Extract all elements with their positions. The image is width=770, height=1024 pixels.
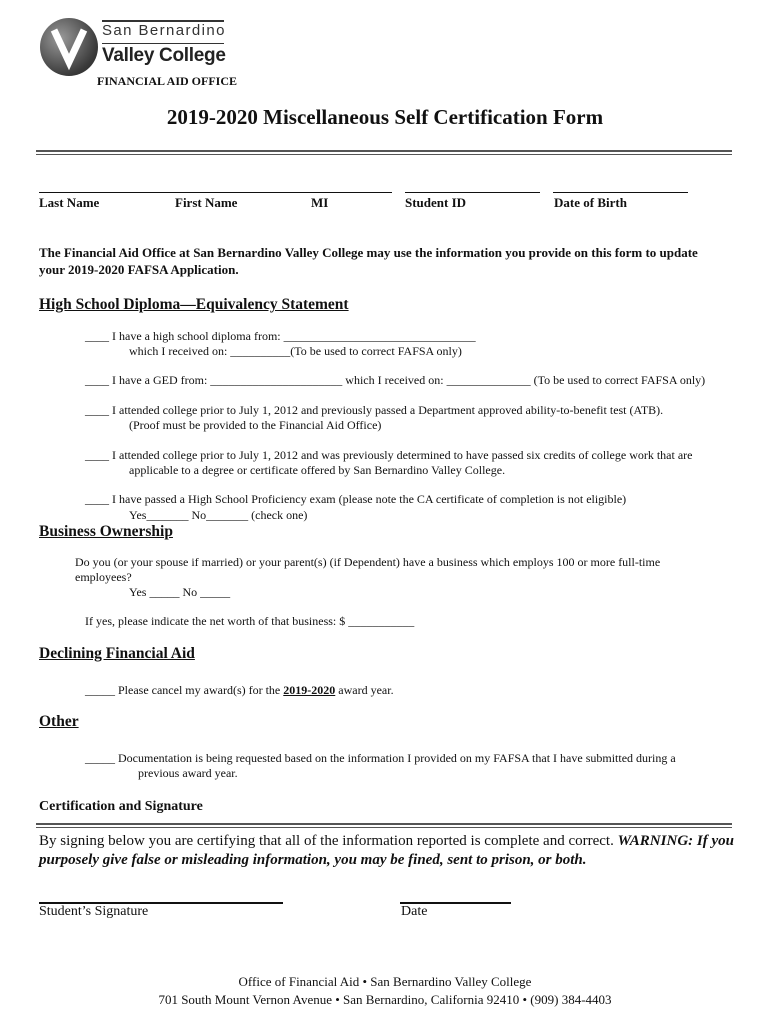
business-heading: Business Ownership: [39, 523, 173, 540]
title-double-rule: [36, 150, 732, 155]
certification-heading: Certification and Signature: [39, 799, 203, 814]
date-label: Date: [401, 904, 428, 919]
certification-warning: WARNING: If you purposely give false or misleading information, you may be fined, sent to prison, or both.: [39, 833, 734, 868]
ged-item[interactable]: ____ I have a GED from: ______________________ which I received on: ______________ (To be used to correct FAFSA only): [85, 373, 706, 387]
first-name-label: First Name: [175, 195, 238, 210]
mi-label: MI: [311, 195, 329, 210]
footer-line1: Office of Financial Aid • San Bernardino Valley College: [238, 974, 532, 989]
declining-pre: _____ Please cancel my award(s) for the: [85, 683, 284, 697]
office-name: FINANCIAL AID OFFICE: [97, 74, 238, 88]
other-item-cont: previous award year.: [138, 766, 238, 780]
footer-line2: 701 South Mount Vernon Avenue • San Bernardino, California 92410 • (909) 384-4403: [158, 992, 612, 1007]
six-credits-item[interactable]: ____ I attended college prior to July 1, 2012 and was previously determined to have passed six credits of college work that are: [85, 448, 693, 462]
college-name-line1: San Bernardino: [102, 22, 226, 39]
dob-field-line[interactable]: [553, 192, 688, 193]
student-id-field-line[interactable]: [405, 192, 540, 193]
atb-item[interactable]: ____ I attended college prior to July 1, 2012 and previously passed a Department approved ability-to-benefit test (ATB).: [85, 403, 664, 417]
certification-statement: [39, 832, 739, 870]
hs-diploma-received[interactable]: which I received on: __________(To be used to correct FAFSA only): [129, 344, 462, 358]
hs-diploma-item[interactable]: ____ I have a high school diploma from: ________________________________: [85, 329, 476, 343]
certification-text: By signing below you are certifying that all of the information reported is complete and correct.: [39, 833, 618, 849]
form-title: 2019-2020 Miscellaneous Self Certification Form: [166, 105, 604, 129]
business-question: Do you (or your spouse if married) or your parent(s) (if Dependent) have a business which employs 100 or more full-time: [75, 555, 661, 569]
name-field-line[interactable]: [39, 192, 392, 193]
other-heading: Other: [39, 713, 79, 730]
intro-paragraph: The Financial Aid Office at San Bernardino Valley College may use the information you provide on this form to update your 2019-2020 FAFSA Application.: [39, 245, 698, 277]
last-name-label: Last Name: [39, 195, 100, 210]
business-net-worth[interactable]: If yes, please indicate the net worth of that business: $ ___________: [85, 614, 415, 628]
other-item[interactable]: _____ Documentation is being requested based on the information I provided on my FAFSA that I have submitted during a: [85, 751, 676, 765]
logo-mid-rule: [102, 43, 224, 44]
business-yes-no[interactable]: Yes _____ No _____: [129, 585, 231, 599]
declining-heading: Declining Financial Aid: [39, 645, 195, 662]
v-logo-icon: [40, 18, 98, 76]
declining-year: 2019-2020: [283, 683, 336, 697]
proficiency-yes-no[interactable]: Yes_______ No_______ (check one): [129, 508, 308, 522]
declining-post: award year.: [335, 683, 394, 697]
proficiency-item[interactable]: ____ I have passed a High School Proficiency exam (please note the CA certificate of completion is not eligible): [85, 492, 627, 506]
business-question-cont: employees?: [75, 570, 132, 584]
signature-label: Student’s Signature: [39, 904, 149, 919]
student-id-label: Student ID: [405, 195, 467, 210]
certification-double-rule: [36, 823, 732, 828]
declining-item[interactable]: [85, 683, 394, 698]
hs-diploma-heading: High School Diploma—Equivalency Statement: [39, 296, 349, 313]
college-name-line2: Valley College: [102, 45, 226, 66]
dob-label: Date of Birth: [554, 195, 627, 210]
atb-proof-note: (Proof must be provided to the Financial Aid Office): [129, 418, 382, 432]
six-credits-note: applicable to a degree or certificate offered by San Bernardino Valley College.: [129, 463, 506, 477]
